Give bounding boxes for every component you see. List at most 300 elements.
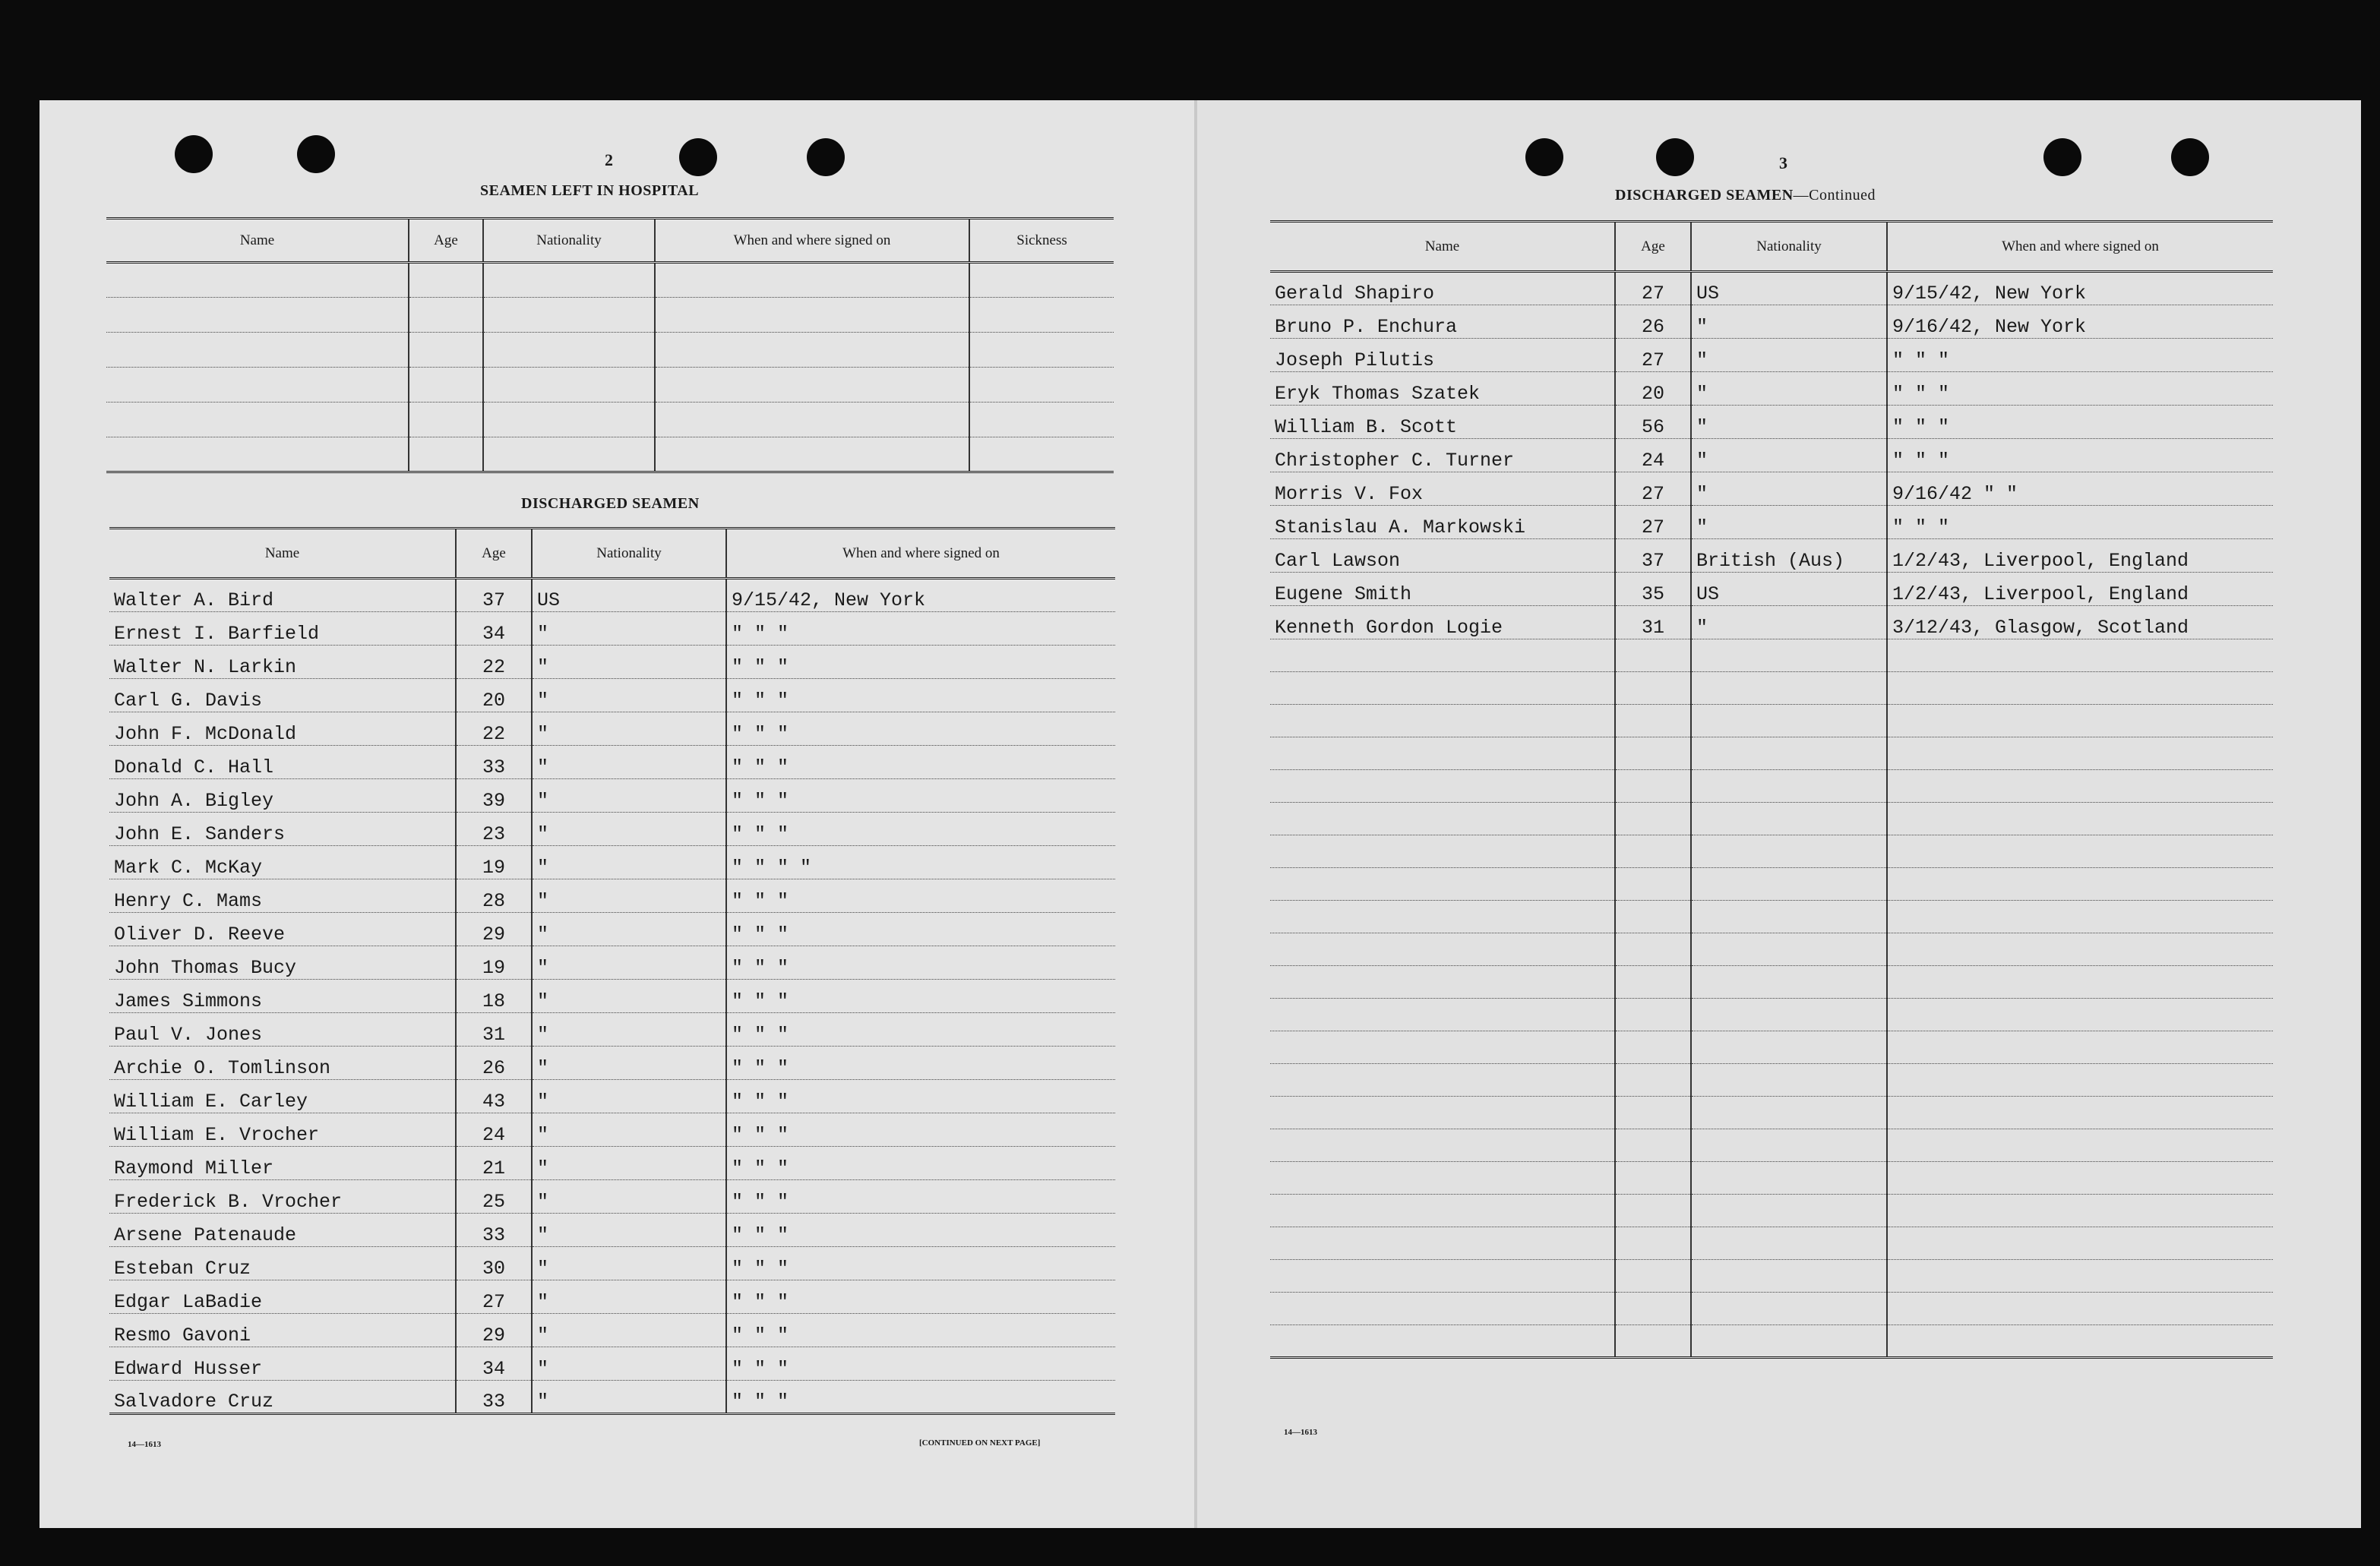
seaman-age: 35: [1615, 573, 1691, 606]
blank-cell: [1615, 770, 1691, 803]
blank-row: [1270, 1260, 2273, 1293]
blank-cell: [1691, 901, 1887, 933]
blank-cell: [1887, 1031, 2273, 1064]
seaman-name: Archie O. Tomlinson: [109, 1047, 456, 1080]
blank-cell: [1691, 1227, 1887, 1260]
blank-cell: [1615, 803, 1691, 835]
blank-cell: [655, 403, 969, 437]
table-row: [109, 1247, 1115, 1280]
blank-cell: [1615, 737, 1691, 770]
seaman-name: Morris V. Fox: [1270, 472, 1615, 506]
blank-cell: [409, 368, 483, 403]
seaman-name: Paul V. Jones: [109, 1013, 456, 1047]
seaman-name: Walter A. Bird: [109, 579, 456, 612]
table-row: [109, 913, 1115, 946]
signed-on: " " ": [726, 1280, 1115, 1314]
table-row: [1270, 539, 2273, 573]
blank-cell: [655, 368, 969, 403]
blank-cell: [1887, 737, 2273, 770]
signed-on: 9/16/42 " ": [1887, 472, 2273, 506]
table-row: [109, 1280, 1115, 1314]
seaman-age: 33: [456, 1214, 532, 1247]
blank-cell: [1691, 705, 1887, 737]
column-header: Nationality: [483, 219, 655, 263]
seaman-nationality: ": [532, 1314, 726, 1347]
discharged-continued-table: [1270, 220, 2273, 1359]
column-header: Age: [456, 529, 532, 579]
blank-cell: [1887, 1064, 2273, 1097]
signed-on: " " ": [726, 879, 1115, 913]
seaman-name: Henry C. Mams: [109, 879, 456, 913]
blank-cell: [1887, 770, 2273, 803]
seaman-nationality: ": [532, 779, 726, 813]
seaman-nationality: ": [1691, 339, 1887, 372]
seaman-nationality: ": [532, 646, 726, 679]
seaman-name: John Thomas Bucy: [109, 946, 456, 980]
signed-on: " " ": [726, 779, 1115, 813]
seaman-age: 31: [1615, 606, 1691, 639]
table-row: [1270, 573, 2273, 606]
blank-cell: [1887, 705, 2273, 737]
blank-row: [106, 263, 1114, 298]
hospital-table: [106, 217, 1114, 473]
blank-row: [106, 403, 1114, 437]
blank-cell: [1691, 770, 1887, 803]
blank-row: [106, 437, 1114, 472]
blank-cell: [1270, 1293, 1615, 1325]
blank-row: [1270, 639, 2273, 672]
seaman-nationality: ": [532, 1113, 726, 1147]
blank-row: [1270, 1293, 2273, 1325]
blank-cell: [1270, 933, 1615, 966]
blank-cell: [1615, 1325, 1691, 1358]
seaman-nationality: ": [1691, 506, 1887, 539]
seaman-name: Arsene Patenaude: [109, 1214, 456, 1247]
table-row: [109, 646, 1115, 679]
blank-cell: [1691, 737, 1887, 770]
blank-row: [1270, 1227, 2273, 1260]
blank-cell: [1887, 1129, 2273, 1162]
blank-cell: [1691, 1097, 1887, 1129]
seaman-name: Esteban Cruz: [109, 1247, 456, 1280]
blank-cell: [1615, 835, 1691, 868]
blank-cell: [483, 333, 655, 368]
blank-cell: [1887, 639, 2273, 672]
signed-on: " " ": [726, 746, 1115, 779]
signed-on: " " ": [726, 980, 1115, 1013]
seaman-age: 19: [456, 946, 532, 980]
signed-on: 9/15/42, New York: [1887, 272, 2273, 305]
table-row: [1270, 439, 2273, 472]
blank-cell: [1270, 1195, 1615, 1227]
signed-on: " " ": [726, 813, 1115, 846]
seaman-nationality: ": [532, 1013, 726, 1047]
seaman-name: Oliver D. Reeve: [109, 913, 456, 946]
seaman-nationality: ": [532, 1347, 726, 1381]
blank-cell: [1887, 999, 2273, 1031]
punch-hole: [297, 135, 335, 173]
signed-on: 9/16/42, New York: [1887, 305, 2273, 339]
seaman-age: 18: [456, 980, 532, 1013]
blank-cell: [1691, 999, 1887, 1031]
seaman-name: Christopher C. Turner: [1270, 439, 1615, 472]
blank-cell: [655, 298, 969, 333]
seaman-name: Resmo Gavoni: [109, 1314, 456, 1347]
blank-cell: [1270, 1129, 1615, 1162]
blank-cell: [655, 437, 969, 472]
table-row: [1270, 272, 2273, 305]
continued-section-title: [1615, 187, 1876, 204]
blank-cell: [1887, 966, 2273, 999]
seaman-nationality: ": [532, 1147, 726, 1180]
seaman-age: 30: [456, 1247, 532, 1280]
blank-cell: [1691, 672, 1887, 705]
seaman-name: William B. Scott: [1270, 406, 1615, 439]
seaman-age: 33: [456, 1381, 532, 1414]
blank-cell: [1691, 1325, 1887, 1358]
signed-on: " " ": [1887, 439, 2273, 472]
blank-cell: [969, 437, 1114, 472]
blank-cell: [106, 403, 409, 437]
signed-on: " " ": [726, 1080, 1115, 1113]
column-header: Age: [409, 219, 483, 263]
seaman-name: John F. McDonald: [109, 712, 456, 746]
seaman-name: Eryk Thomas Szatek: [1270, 372, 1615, 406]
seaman-nationality: ": [532, 1214, 726, 1247]
blank-cell: [969, 298, 1114, 333]
table-row: [109, 1080, 1115, 1113]
hospital-section-title: SEAMEN LEFT IN HOSPITAL: [480, 182, 700, 199]
seaman-age: 33: [456, 746, 532, 779]
seaman-name: Salvadore Cruz: [109, 1381, 456, 1414]
table-row: [1270, 305, 2273, 339]
seaman-name: John A. Bigley: [109, 779, 456, 813]
seaman-name: William E. Carley: [109, 1080, 456, 1113]
seaman-age: 28: [456, 879, 532, 913]
table-row: [109, 746, 1115, 779]
form-code-right: 14—1613: [1284, 1428, 1317, 1437]
table-row: [109, 879, 1115, 913]
blank-row: [106, 333, 1114, 368]
punch-hole: [807, 138, 845, 176]
signed-on: " " ": [726, 1381, 1115, 1414]
blank-cell: [483, 368, 655, 403]
blank-cell: [1270, 1064, 1615, 1097]
blank-cell: [1887, 835, 2273, 868]
seaman-nationality: US: [532, 579, 726, 612]
blank-cell: [1615, 1195, 1691, 1227]
page-number-left: 2: [605, 150, 613, 169]
column-header: Name: [1270, 222, 1615, 272]
seaman-age: 27: [1615, 339, 1691, 372]
seaman-nationality: ": [532, 879, 726, 913]
blank-cell: [1270, 1260, 1615, 1293]
signed-on: " " ": [726, 1113, 1115, 1147]
table-row: [109, 1013, 1115, 1047]
blank-cell: [1270, 1227, 1615, 1260]
seaman-nationality: ": [532, 980, 726, 1013]
table-row: [109, 779, 1115, 813]
discharged-section-title: DISCHARGED SEAMEN: [521, 495, 700, 512]
signed-on: " " ": [1887, 372, 2273, 406]
blank-row: [1270, 672, 2273, 705]
blank-cell: [969, 263, 1114, 298]
blank-cell: [1270, 901, 1615, 933]
blank-cell: [1270, 868, 1615, 901]
seaman-nationality: ": [532, 612, 726, 646]
seaman-age: 22: [456, 646, 532, 679]
blank-cell: [1887, 1227, 2273, 1260]
seaman-age: 27: [1615, 472, 1691, 506]
table-row: [1270, 372, 2273, 406]
column-header: When and where signed on: [1887, 222, 2273, 272]
blank-cell: [1270, 1162, 1615, 1195]
blank-cell: [1691, 639, 1887, 672]
seaman-age: 25: [456, 1180, 532, 1214]
blank-cell: [1691, 1195, 1887, 1227]
blank-cell: [1270, 672, 1615, 705]
table-row: [1270, 606, 2273, 639]
table-row: [109, 679, 1115, 712]
seaman-age: 39: [456, 779, 532, 813]
blank-cell: [409, 263, 483, 298]
signed-on: " " ": [726, 1047, 1115, 1080]
seaman-name: Ernest I. Barfield: [109, 612, 456, 646]
blank-cell: [1691, 966, 1887, 999]
seaman-nationality: ": [532, 1080, 726, 1113]
page-fold: [1194, 100, 1197, 1528]
seaman-name: William E. Vrocher: [109, 1113, 456, 1147]
blank-cell: [1887, 1162, 2273, 1195]
blank-cell: [483, 298, 655, 333]
seaman-age: 56: [1615, 406, 1691, 439]
blank-cell: [1691, 803, 1887, 835]
blank-cell: [1615, 1064, 1691, 1097]
blank-cell: [409, 333, 483, 368]
table-row: [1270, 472, 2273, 506]
blank-cell: [1615, 1129, 1691, 1162]
seaman-nationality: ": [532, 1280, 726, 1314]
punch-hole: [2171, 138, 2209, 176]
blank-cell: [1691, 1064, 1887, 1097]
table-row: [109, 1113, 1115, 1147]
table-row: [109, 1381, 1115, 1414]
blank-cell: [969, 368, 1114, 403]
seaman-name: Gerald Shapiro: [1270, 272, 1615, 305]
signed-on: 1/2/43, Liverpool, England: [1887, 539, 2273, 573]
seaman-age: 22: [456, 712, 532, 746]
seaman-age: 37: [456, 579, 532, 612]
seaman-nationality: US: [1691, 573, 1887, 606]
table-row: [109, 612, 1115, 646]
seaman-name: Walter N. Larkin: [109, 646, 456, 679]
blank-cell: [1887, 901, 2273, 933]
blank-cell: [106, 437, 409, 472]
column-header: Age: [1615, 222, 1691, 272]
blank-row: [1270, 999, 2273, 1031]
blank-cell: [1691, 1031, 1887, 1064]
blank-cell: [1615, 1293, 1691, 1325]
seaman-nationality: ": [532, 913, 726, 946]
signed-on: 9/15/42, New York: [726, 579, 1115, 612]
blank-row: [1270, 705, 2273, 737]
table-row: [109, 1214, 1115, 1247]
page-number-right: 3: [1779, 153, 1787, 172]
seaman-name: Joseph Pilutis: [1270, 339, 1615, 372]
blank-cell: [1615, 1031, 1691, 1064]
punch-hole: [1525, 138, 1563, 176]
continued-note: [CONTINUED ON NEXT PAGE]: [919, 1438, 1041, 1448]
seaman-nationality: ": [1691, 606, 1887, 639]
table-row: [109, 579, 1115, 612]
seaman-age: 20: [1615, 372, 1691, 406]
seaman-nationality: ": [532, 846, 726, 879]
signed-on: " " ": [1887, 406, 2273, 439]
blank-cell: [1691, 1260, 1887, 1293]
seaman-age: 24: [1615, 439, 1691, 472]
seaman-age: 27: [1615, 272, 1691, 305]
seaman-age: 23: [456, 813, 532, 846]
seaman-name: Stanislau A. Markowski: [1270, 506, 1615, 539]
blank-row: [1270, 1097, 2273, 1129]
blank-cell: [1887, 868, 2273, 901]
seaman-name: Mark C. McKay: [109, 846, 456, 879]
signed-on: " " ": [726, 1214, 1115, 1247]
column-header: When and where signed on: [655, 219, 969, 263]
seaman-age: 43: [456, 1080, 532, 1113]
blank-cell: [1270, 639, 1615, 672]
blank-cell: [1887, 672, 2273, 705]
blank-cell: [1887, 1325, 2273, 1358]
blank-cell: [409, 298, 483, 333]
column-header: Name: [109, 529, 456, 579]
blank-cell: [409, 437, 483, 472]
blank-cell: [106, 333, 409, 368]
seaman-nationality: ": [1691, 439, 1887, 472]
blank-cell: [969, 403, 1114, 437]
blank-cell: [655, 263, 969, 298]
blank-cell: [1270, 999, 1615, 1031]
seaman-age: 19: [456, 846, 532, 879]
blank-cell: [1270, 1325, 1615, 1358]
seaman-age: 34: [456, 612, 532, 646]
seaman-nationality: British (Aus): [1691, 539, 1887, 573]
seaman-nationality: US: [1691, 272, 1887, 305]
seaman-nationality: ": [1691, 372, 1887, 406]
column-header: Nationality: [532, 529, 726, 579]
blank-cell: [1615, 1097, 1691, 1129]
blank-row: [1270, 1064, 2273, 1097]
seaman-name: Carl Lawson: [1270, 539, 1615, 573]
blank-cell: [1691, 1293, 1887, 1325]
blank-cell: [1270, 966, 1615, 999]
blank-cell: [1615, 1227, 1691, 1260]
blank-cell: [1615, 933, 1691, 966]
blank-cell: [1615, 1260, 1691, 1293]
blank-cell: [1270, 705, 1615, 737]
discharged-table: [109, 527, 1115, 1415]
signed-on: " " ": [726, 1314, 1115, 1347]
column-header: When and where signed on: [726, 529, 1115, 579]
table-row: [1270, 506, 2273, 539]
blank-row: [1270, 835, 2273, 868]
signed-on: " " ": [1887, 339, 2273, 372]
signed-on: " " ": [726, 1180, 1115, 1214]
seaman-age: 26: [456, 1047, 532, 1080]
table-row: [1270, 339, 2273, 372]
table-row: [109, 980, 1115, 1013]
seaman-nationality: ": [532, 813, 726, 846]
seaman-name: Raymond Miller: [109, 1147, 456, 1180]
blank-row: [1270, 1325, 2273, 1358]
blank-cell: [1691, 1162, 1887, 1195]
table-row: [109, 813, 1115, 846]
signed-on: " " ": [726, 612, 1115, 646]
punch-hole: [679, 138, 717, 176]
blank-row: [106, 298, 1114, 333]
table-row: [109, 1047, 1115, 1080]
seaman-nationality: ": [1691, 406, 1887, 439]
signed-on: " " ": [726, 946, 1115, 980]
seaman-name: Kenneth Gordon Logie: [1270, 606, 1615, 639]
blank-row: [1270, 1031, 2273, 1064]
blank-cell: [106, 368, 409, 403]
blank-row: [1270, 803, 2273, 835]
seaman-age: 27: [456, 1280, 532, 1314]
blank-cell: [483, 403, 655, 437]
continued-section-title-text: DISCHARGED SEAMEN: [1615, 187, 1794, 204]
blank-row: [1270, 901, 2273, 933]
seaman-age: 31: [456, 1013, 532, 1047]
blank-cell: [1887, 1097, 2273, 1129]
seaman-name: Bruno P. Enchura: [1270, 305, 1615, 339]
blank-cell: [1270, 737, 1615, 770]
seaman-name: Carl G. Davis: [109, 679, 456, 712]
blank-cell: [1615, 868, 1691, 901]
seaman-nationality: ": [532, 1180, 726, 1214]
column-header: Nationality: [1691, 222, 1887, 272]
blank-cell: [1270, 1097, 1615, 1129]
blank-cell: [1691, 835, 1887, 868]
signed-on: " " ": [726, 712, 1115, 746]
blank-row: [106, 368, 1114, 403]
signed-on: 3/12/43, Glasgow, Scotland: [1887, 606, 2273, 639]
blank-row: [1270, 1129, 2273, 1162]
blank-cell: [1270, 803, 1615, 835]
signed-on: " " ": [726, 679, 1115, 712]
blank-row: [1270, 868, 2273, 901]
blank-cell: [1691, 933, 1887, 966]
blank-row: [1270, 770, 2273, 803]
continued-section-title-suffix: —Continued: [1793, 187, 1876, 204]
blank-row: [1270, 933, 2273, 966]
punch-hole: [1656, 138, 1694, 176]
blank-cell: [1691, 1129, 1887, 1162]
signed-on: " " ": [726, 1247, 1115, 1280]
column-header: Sickness: [969, 219, 1114, 263]
punch-hole: [175, 135, 213, 173]
blank-cell: [483, 437, 655, 472]
table-row: [109, 946, 1115, 980]
blank-cell: [1887, 1293, 2273, 1325]
seaman-name: John E. Sanders: [109, 813, 456, 846]
signed-on: " " ": [726, 1347, 1115, 1381]
seaman-nationality: ": [1691, 472, 1887, 506]
blank-cell: [1270, 770, 1615, 803]
seaman-name: Edward Husser: [109, 1347, 456, 1381]
column-header: Name: [106, 219, 409, 263]
seaman-name: James Simmons: [109, 980, 456, 1013]
